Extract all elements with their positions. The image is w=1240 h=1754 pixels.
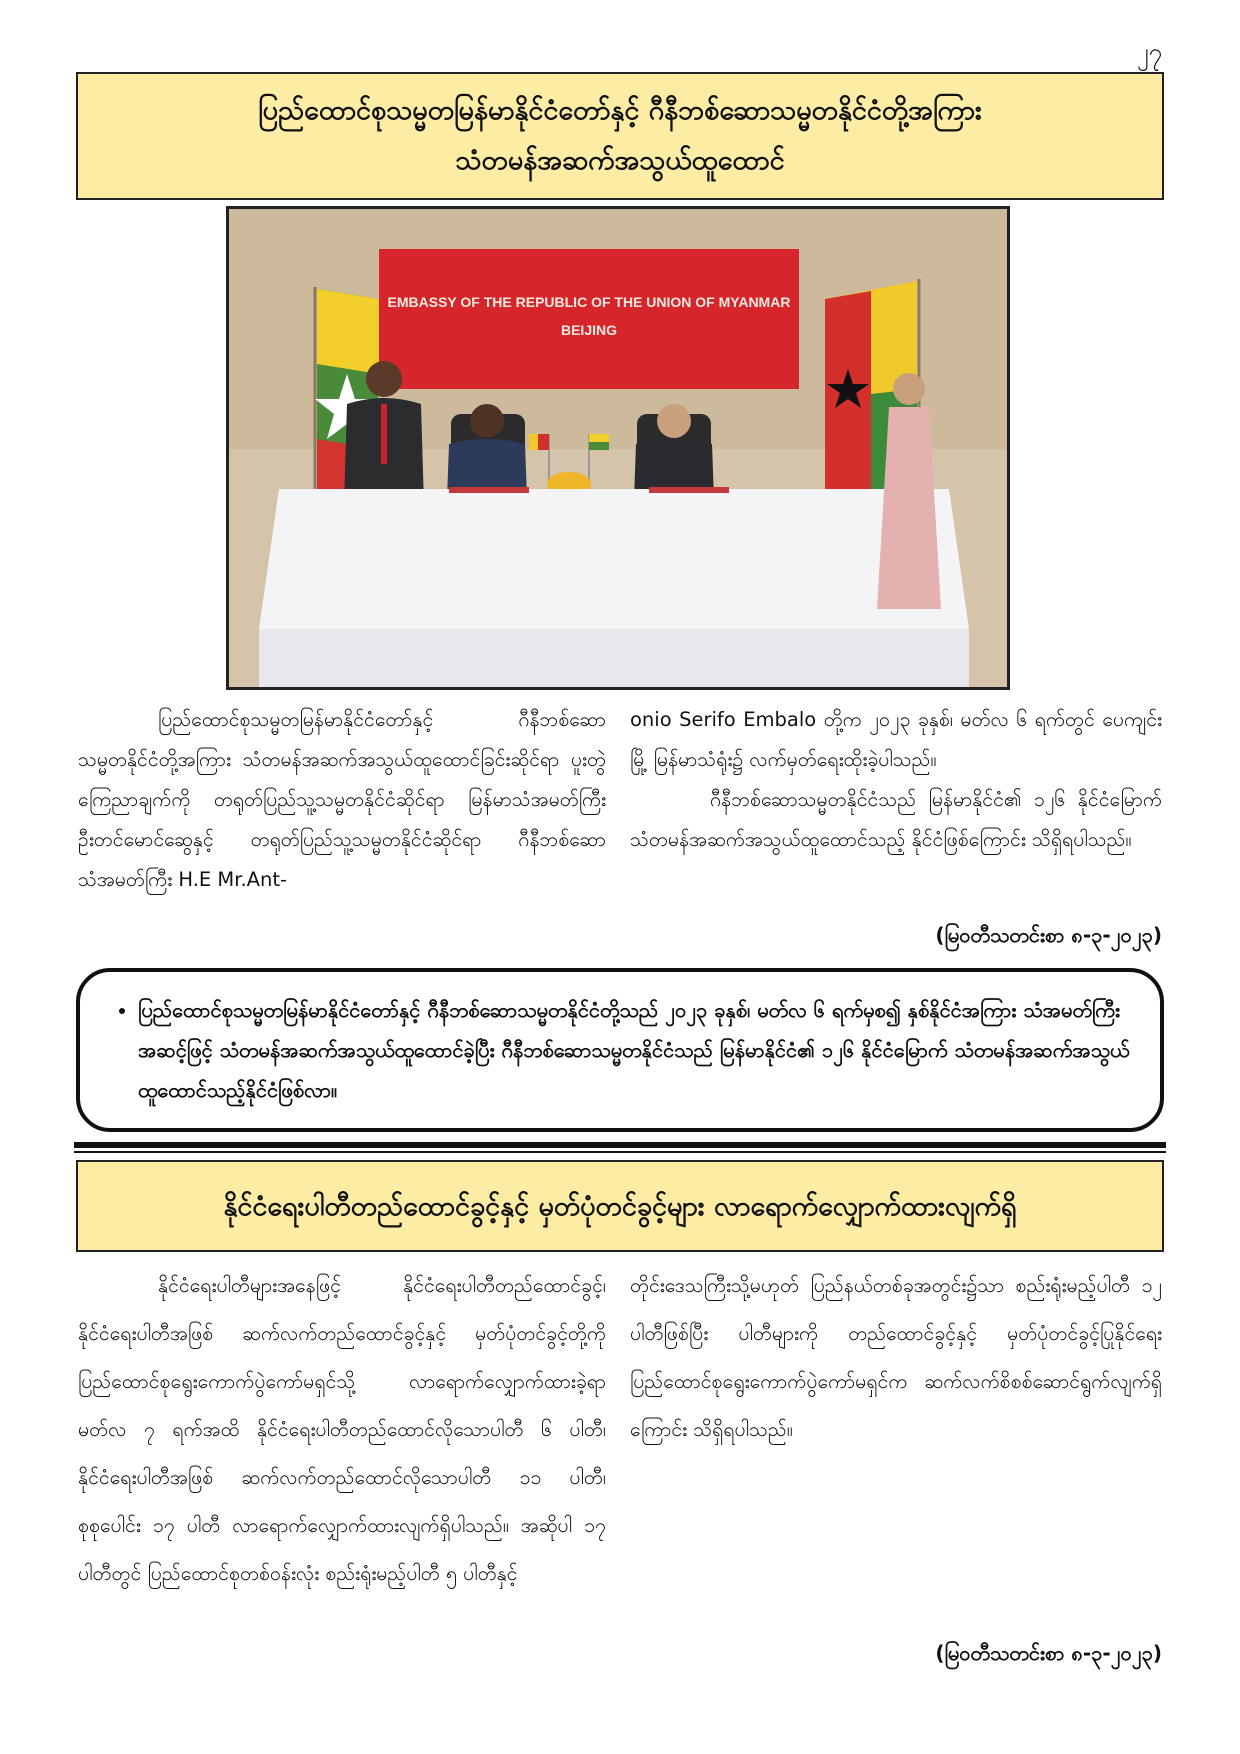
article2-paragraph-continued: တိုင်းဒေသကြီးသို့မဟုတ် ပြည်နယ်တစ်ခုအတွင်း၌သာ စည်းရုံးမည့်ပါတီ ၁၂ ပါတီဖြစ်ပြီး ပါတီများကို တည်ထောင်ခွင့်နှင့် မှတ်ပုံတင်ခွင့်ပြုနိုင်ရေး ပြည်ထောင်စုရွေးကောက်ပွဲကော်မရှင်က ဆက်လက်စိစစ်ဆောင်ရွက်လျက်ရှိကြောင်း သိရှိရပါသည်။	[630, 1274, 1162, 1441]
article2-left-column	[78, 1262, 606, 1598]
section-divider-thin	[74, 1151, 1166, 1153]
article1-left-column	[78, 700, 606, 900]
signing-ceremony-photo	[226, 206, 1010, 690]
article1-right-column	[630, 700, 1162, 860]
article2-title-box	[76, 1160, 1164, 1252]
section-divider	[74, 1142, 1166, 1148]
banner-text-line1: EMBASSY OF THE REPUBLIC OF THE UNION OF MYANMAR	[387, 294, 791, 310]
photo-illustration	[229, 209, 1007, 687]
article2-right-column	[630, 1262, 1162, 1454]
summary-box	[76, 968, 1164, 1132]
article2-title: နိုင်ငံရေးပါတီတည်ထောင်ခွင့်နှင့် မှတ်ပုံတင်ခွင့်များ လာရောက်လျှောက်ထားလျက်ရှိ	[223, 1191, 1017, 1222]
article2-paragraph: နိုင်ငံရေးပါတီများအနေဖြင့် နိုင်ငံရေးပါတီတည်ထောင်ခွင့်၊ နိုင်ငံရေးပါတီအဖြစ် ဆက်လက်တည်ထောင်ခွင့်နှင့် မှတ်ပုံတင်ခွင့်တို့ကို ပြည်ထောင်စုရွေးကောက်ပွဲကော်မရှင်သို့ လာရောက်လျှောက်ထားခဲ့ရာ မတ်လ ၇ ရက်အထိ နိုင်ငံရေးပါတီတည်ထောင်လိုသောပါတီ ၆ ပါတီ၊ နိုင်ငံရေးပါတီအဖြစ် ဆက်လက်တည်ထောင်လိုသောပါတီ ၁၁ ပါတီ၊ စုစုပေါင်း ၁၇ ပါတီ လာရောက်လျှောက်ထားလျက်ရှိပါသည်။ အဆိုပါ ၁၇ ပါတီတွင် ပြည်ထောင်စုတစ်ဝန်းလုံး စည်းရုံးမည့်ပါတီ ၅ ပါတီနှင့်	[78, 1274, 606, 1585]
summary-list	[110, 990, 1132, 1110]
page-number: ၂၇	[1136, 38, 1162, 66]
article2-source: (မြဝတီသတင်းစာ ၈-၃-၂၀၂၃)	[935, 1641, 1162, 1665]
article1-title-line2: သံတမန်အဆက်အသွယ်ထူထောင်	[455, 145, 785, 176]
signing-table	[259, 489, 969, 629]
article1-title-box	[76, 72, 1164, 200]
article1-source: (မြဝတီသတင်းစာ ၈-၃-၂၀၂၃)	[935, 923, 1162, 947]
article1-paragraph1: ပြည်ထောင်စုသမ္မတမြန်မာနိုင်ငံတော်နှင့် ဂီနီဘစ်ဆောသမ္မတနိုင်ငံတို့အကြား သံတမန်အဆက်အသွယ်ထူထောင်ခြင်းဆိုင်ရာ ပူးတွဲကြေညာချက်ကို တရုတ်ပြည်သူ့သမ္မတနိုင်ငံဆိုင်ရာ မြန်မာသံအမတ်ကြီး ဦးတင်မောင်ဆွေနှင့် တရုတ်ပြည်သူ့သမ္မတနိုင်ငံဆိုင်ရာ ဂီနီဘစ်ဆောသံအမတ်ကြီး H.E Mr.Ant-	[78, 708, 606, 891]
article1-title-line1: ပြည်ထောင်စုသမ္မတမြန်မာနိုင်ငံတော်နှင့် ဂီနီဘစ်ဆောသမ္မတနိုင်ငံတို့အကြား	[258, 95, 982, 126]
embassy-banner	[379, 249, 799, 389]
article1-paragraph2: ဂီနီဘစ်ဆောသမ္မတနိုင်ငံသည် မြန်မာနိုင်ငံ၏ ၁၂၆ နိုင်ငံမြောက် သံတမန်အဆက်အသွယ်ထူထောင်သည့် နိုင်ငံဖြစ်ကြောင်း သိရှိရပါသည်။	[630, 788, 1162, 851]
banner-text-line2: BEIJING	[560, 322, 618, 338]
article1-paragraph1-continued: onio Serifo Embalo တို့က ၂၀၂၃ ခုနှစ်၊ မတ်လ ၆ ရက်တွင် ပေကျင်းမြို့ မြန်မာသံရုံး၌ လက်မှတ်ရေးထိုးခဲ့ပါသည်။	[630, 708, 1162, 771]
summary-bullet: • ပြည်ထောင်စုသမ္မတမြန်မာနိုင်ငံတော်နှင့် ဂီနီဘစ်ဆောသမ္မတနိုင်ငံတို့သည် ၂၀၂၃ ခုနှစ်၊ မတ်လ ၆ ရက်မှစ၍ နှစ်နိုင်ငံအကြား သံအမတ်ကြီးအဆင့်ဖြင့် သံတမန်အဆက်အသွယ်ထူထောင်ခဲ့ပြီး ဂီနီဘစ်ဆောသမ္မတနိုင်ငံသည် မြန်မာနိုင်ငံ၏ ၁၂၆ နိုင်ငံမြောက် သံတမန်အဆက်အသွယ်ထူထောင်သည့်နိုင်ငံဖြစ်လာ။	[138, 990, 1132, 1110]
